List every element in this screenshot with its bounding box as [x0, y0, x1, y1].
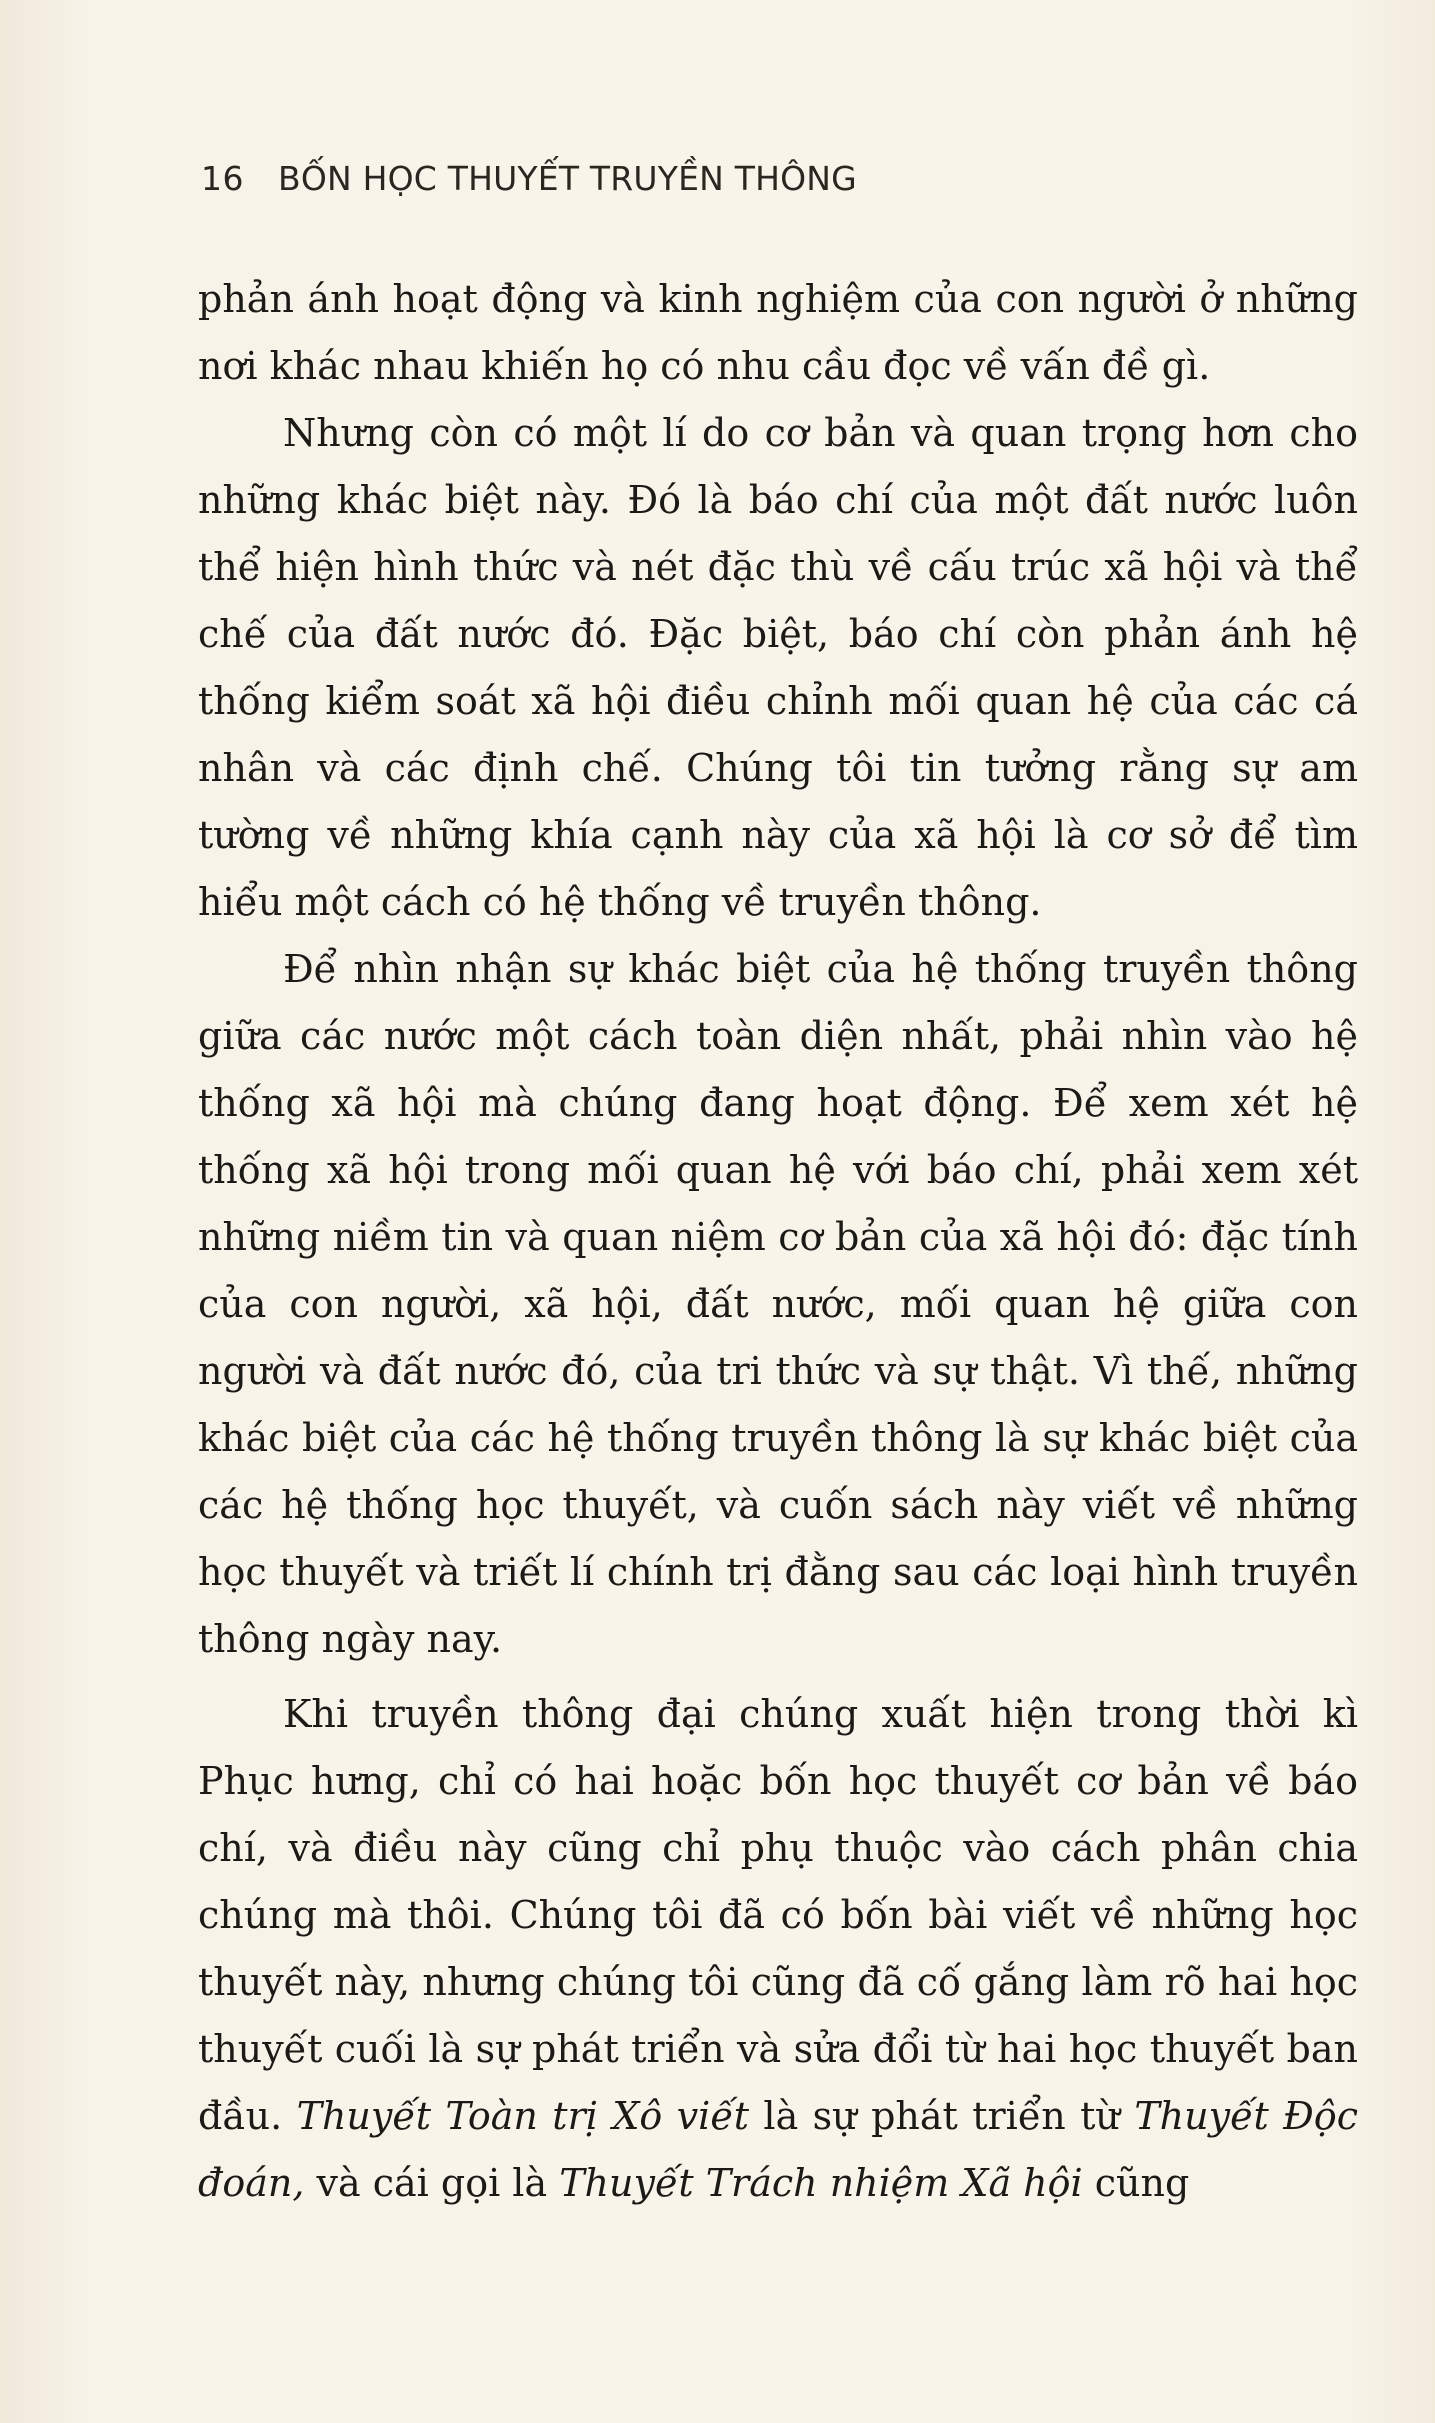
- book-title: BỐN HỌC THUYẾT TRUYỀN THÔNG: [278, 158, 857, 198]
- paragraph-3: Để nhìn nhận sự khác biệt của hệ thống truyền thông giữa các nước một cách toàn diện nhất, phải nhìn vào hệ thống xã hội mà chúng đang hoạt động. Để xem xét hệ thống xã hội trong mối quan hệ với báo chí, phải xem xét những niềm tin và quan niệm cơ bản của xã hội đó: đặc tính của con người, xã hội, đất nước, mối quan hệ giữa con người và đất nước đó, của tri thức và sự thật. Vì thế, những khác biệt của các hệ thống truyền thông là sự khác biệt của các hệ thống học thuyết, và cuốn sách này viết về những học thuyết và triết lí chính trị đằng sau các loại hình truyền thông ngày nay.: [198, 947, 1358, 1661]
- italic-term-authoritarian: Thuyết Độc đoán,: [198, 2094, 1359, 2205]
- page-number: 16: [201, 158, 244, 198]
- paragraph-2: Nhưng còn có một lí do cơ bản và quan trọng hơn cho những khác biệt này. Đó là báo chí của một đất nước luôn thể hiện hình thức và nét đặc thù về cấu trúc xã hội và thể chế của đất nước đó. Đặc biệt, báo chí còn phản ánh hệ thống kiểm soát xã hội điều chỉnh mối quan hệ của các cá nhân và các định chế. Chúng tôi tin tưởng rằng sự am tường về những khía cạnh này của xã hội là cơ sở để tìm hiểu một cách có hệ thống về truyền thông.: [198, 411, 1358, 924]
- paragraph-4-text-mid-2: và cái gọi là: [304, 2161, 560, 2205]
- paragraph-4-text-mid-1: là sự phát triển từ: [748, 2094, 1135, 2138]
- italic-term-social-responsibility: Thuyết Trách nhiệm Xã hội: [559, 2161, 1083, 2205]
- paragraph-1: phản ánh hoạt động và kinh nghiệm của con người ở những nơi khác nhau khiến họ có nhu cầu đọc về vấn đề gì.: [198, 277, 1358, 388]
- paragraph-4-text-end: cũng: [1082, 2161, 1190, 2205]
- running-head: [201, 148, 857, 208]
- paragraph-4: [198, 1681, 1358, 2217]
- paragraph-4-text-start: Khi truyền thông đại chúng xuất hiện trong thời kì Phục hưng, chỉ có hai hoặc bốn học thuyết cơ bản về báo chí, và điều này cũng chỉ phụ thuộc vào cách phân chia chúng mà thôi. Chúng tôi đã có bốn bài viết về những học thuyết này, nhưng chúng tôi cũng đã cố gắng làm rõ hai học thuyết cuối là sự phát triển và sửa đổi từ hai học thuyết ban đầu.: [198, 1692, 1358, 2138]
- italic-term-soviet-totalitarian: Thuyết Toàn trị Xô viết: [296, 2094, 749, 2138]
- body-text: [198, 266, 1358, 2217]
